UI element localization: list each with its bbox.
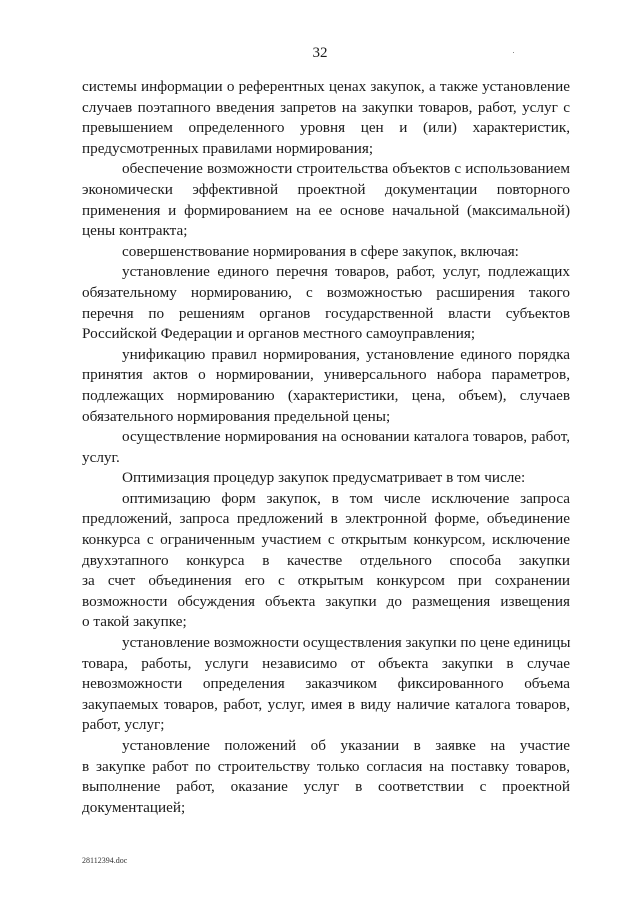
text-line: Оптимизация процедур закупок предусматривает в том числе: bbox=[122, 469, 526, 487]
text-line: системы информации о референтных ценах закупок, а также установление bbox=[82, 78, 570, 95]
paragraph bbox=[82, 242, 570, 263]
text-line: предусмотренных правилами нормирования; bbox=[82, 139, 374, 157]
text-line: осуществление нормирования на основании каталога товаров, работ, bbox=[122, 428, 570, 446]
text-line: обязательного нормирования предельной цены; bbox=[82, 407, 391, 425]
text-line: применения и формированием на ее основе начальной (максимальной) bbox=[82, 201, 570, 219]
text-line: конкурса с ограниченным участием с открытым конкурсом, исключение bbox=[82, 531, 570, 549]
paragraph bbox=[82, 427, 570, 468]
text-line: экономически эффективной проектной документации повторного bbox=[82, 180, 570, 198]
text-line: установление положений об указании в заявке на участие bbox=[122, 737, 570, 754]
paragraph bbox=[82, 159, 570, 241]
text-line: цены контракта; bbox=[82, 222, 188, 240]
paragraph bbox=[82, 633, 570, 736]
text-line: оптимизацию форм закупок, в том числе исключение запроса bbox=[122, 489, 570, 507]
text-line: работ, услуг; bbox=[82, 716, 165, 734]
text-line: закупаемых товаров, работ, услуг, имея в виду наличие каталога товаров, bbox=[82, 695, 570, 713]
text-line: за счет объединения его с открытым конкурсом при сохранении bbox=[82, 572, 570, 590]
text-line: установление возможности осуществления закупки по цене единицы bbox=[122, 634, 571, 652]
text-line: обязательному нормированию, с возможностью расширения такого bbox=[82, 283, 570, 301]
text-line: перечня по решениям органов государственной власти субъектов bbox=[82, 304, 570, 322]
paragraph bbox=[82, 262, 570, 344]
paragraph bbox=[82, 489, 570, 633]
text-line: случаев поэтапного введения запретов на закупки товаров, работ, услуг с bbox=[82, 98, 570, 116]
paragraph bbox=[82, 736, 570, 818]
text-line: невозможности определения заказчиком фиксированного объема bbox=[82, 675, 570, 693]
text-line: подлежащих нормированию (характеристики, цена, объем), случаев bbox=[82, 386, 570, 404]
scan-dot bbox=[513, 52, 514, 53]
text-line: о такой закупке; bbox=[82, 613, 187, 631]
text-line: товара, работы, услуги независимо от объекта закупки в случае bbox=[82, 654, 570, 672]
text-line: возможности обсуждения объекта закупки до размещения извещения bbox=[82, 592, 570, 610]
paragraph bbox=[82, 345, 570, 427]
text-line: предложений, запроса предложений в электронной форме, объединение bbox=[82, 510, 570, 528]
text-line: выполнение работ, оказание услуг в соответствии с проектной bbox=[82, 778, 570, 796]
text-line: установление единого перечня товаров, работ, услуг, подлежащих bbox=[122, 263, 570, 281]
text-line: документацией; bbox=[82, 798, 186, 816]
paragraph bbox=[82, 468, 570, 489]
text-line: принятия актов о нормировании, универсального набора параметров, bbox=[82, 366, 570, 384]
text-line: Российской Федерации и органов местного самоуправления; bbox=[82, 325, 476, 343]
text-line: превышением определенного уровня цен и (или) характеристик, bbox=[82, 119, 570, 137]
text-line: обеспечение возможности строительства объектов с использованием bbox=[122, 160, 570, 178]
text-line: совершенствование нормирования в сфере закупок, включая: bbox=[122, 242, 519, 260]
page-number: 32 bbox=[312, 45, 328, 61]
text-line: унификацию правил нормирования, установление единого порядка bbox=[122, 345, 570, 363]
document-body bbox=[82, 77, 570, 818]
paragraph bbox=[82, 77, 570, 159]
text-line: в закупке работ по строительству только согласия на поставку товаров, bbox=[82, 757, 570, 775]
text-line: услуг. bbox=[82, 448, 120, 466]
footer-file-name: 28112394.doc bbox=[82, 856, 128, 865]
text-line: двухэтапного конкурса в качестве отдельного способа закупки bbox=[82, 551, 570, 569]
